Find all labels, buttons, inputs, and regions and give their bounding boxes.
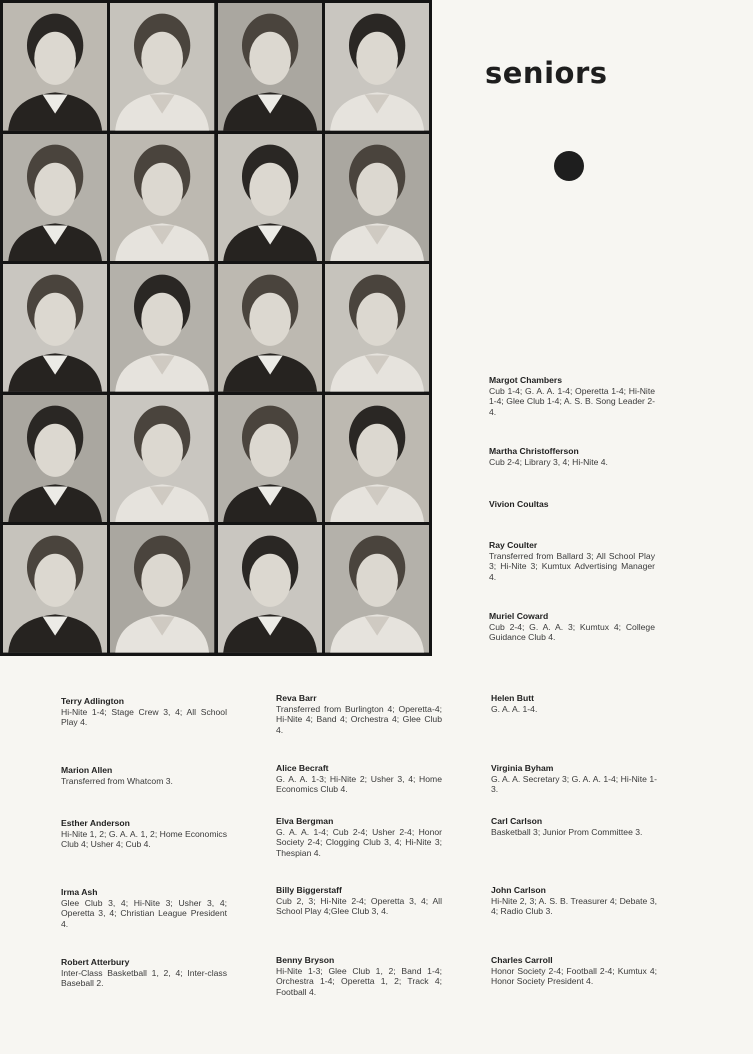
- portrait-silhouette-icon: [218, 3, 322, 131]
- portrait-photo: [218, 3, 322, 131]
- senior-name: Charles Carroll: [491, 955, 553, 965]
- portrait-photo: [325, 525, 429, 653]
- senior-activities: Basketball 3; Junior Prom Committee 3.: [491, 827, 643, 838]
- senior-activities: Cub 2-4; Library 3, 4; Hi-Nite 4.: [489, 457, 608, 468]
- senior-name: Muriel Coward: [489, 611, 549, 621]
- senior-name: Helen Butt: [491, 693, 534, 703]
- senior-activities: Transferred from Whatcom 3.: [61, 776, 173, 787]
- senior-entry: [489, 611, 655, 643]
- senior-entry: [489, 540, 655, 582]
- senior-name: Virginia Byham: [491, 763, 554, 773]
- senior-activities: Cub 2-4; G. A. A. 3; Kumtux 4; College Guidance Club 4.: [489, 622, 655, 643]
- senior-name: Esther Anderson: [61, 818, 130, 828]
- portrait-silhouette-icon: [218, 264, 322, 392]
- senior-name: Irma Ash: [61, 887, 98, 897]
- senior-name: Vivion Coultas: [489, 499, 549, 509]
- portrait-photo: [3, 395, 107, 523]
- senior-entry: [491, 763, 657, 795]
- portrait-photo: [3, 3, 107, 131]
- portrait-photo: [3, 134, 107, 262]
- senior-activities: G. A. A. 1-4.: [491, 704, 538, 715]
- portrait-silhouette-icon: [325, 134, 429, 262]
- portrait-silhouette-icon: [325, 525, 429, 653]
- portrait-photo: [325, 395, 429, 523]
- senior-entry: [276, 693, 442, 735]
- senior-entry: [276, 885, 442, 917]
- senior-activities: Transferred from Burlington 4; Operetta-4; Hi-Nite 4; Band 4; Orchestra 4; Glee Club 4.: [276, 704, 442, 735]
- portrait-photo: [218, 264, 322, 392]
- senior-activities: Hi-Nite 1, 2; G. A. A. 1, 2; Home Economics Club 4; Usher 4; Cub 4.: [61, 829, 227, 850]
- senior-entry: [61, 696, 227, 728]
- portrait-silhouette-icon: [218, 395, 322, 523]
- senior-name: John Carlson: [491, 885, 546, 895]
- senior-activities: Transferred from Ballard 3; All School Play 3; Hi-Nite 3; Kumtux Advertising Manager 4.: [489, 551, 655, 582]
- senior-activities: G. A. A. 1-4; Cub 2-4; Usher 2-4; Honor Society 2-4; Clogging Club 3, 4; Hi-Nite 3; Thespian 4.: [276, 827, 442, 858]
- senior-entry: [489, 499, 655, 510]
- senior-name: Marion Allen: [61, 765, 113, 775]
- portrait-photo: [110, 264, 214, 392]
- portrait-silhouette-icon: [3, 525, 107, 653]
- senior-entry: [491, 816, 657, 837]
- portrait-silhouette-icon: [325, 395, 429, 523]
- portrait-silhouette-icon: [110, 134, 214, 262]
- portrait-silhouette-icon: [3, 264, 107, 392]
- portrait-silhouette-icon: [218, 134, 322, 262]
- portrait-photo: [218, 525, 322, 653]
- portrait-silhouette-icon: [218, 525, 322, 653]
- portrait-silhouette-icon: [3, 3, 107, 131]
- senior-name: Elva Bergman: [276, 816, 334, 826]
- portrait-grid: [0, 0, 432, 656]
- senior-activities: Cub 1-4; G. A. A. 1-4; Operetta 1-4; Hi-Nite 1-4; Glee Club 1-4; A. S. B. Song Leader 2-4.: [489, 386, 655, 417]
- portrait-photo: [110, 134, 214, 262]
- portrait-photo: [218, 395, 322, 523]
- portrait-silhouette-icon: [325, 264, 429, 392]
- senior-entry: [491, 693, 657, 714]
- senior-entry: [61, 765, 227, 786]
- senior-entry: [276, 955, 442, 997]
- senior-name: Alice Becraft: [276, 763, 329, 773]
- senior-name: Ray Coulter: [489, 540, 538, 550]
- senior-activities: Glee Club 3, 4; Hi-Nite 3; Usher 3, 4; Operetta 3, 4; Christian League President 4.: [61, 898, 227, 929]
- senior-activities: Hi-Nite 1-3; Glee Club 1, 2; Band 1-4; Orchestra 1-4; Operetta 1, 2; Track 4; Football 4.: [276, 966, 442, 997]
- senior-name: Margot Chambers: [489, 375, 563, 385]
- portrait-silhouette-icon: [110, 3, 214, 131]
- senior-activities: G. A. A. 1-3; Hi-Nite 2; Usher 3, 4; Home Economics Club 4.: [276, 774, 442, 795]
- portrait-silhouette-icon: [325, 3, 429, 131]
- page-title: seniors: [485, 56, 608, 90]
- senior-name: Robert Atterbury: [61, 957, 130, 967]
- senior-activities: Hi-Nite 1-4; Stage Crew 3, 4; All School Play 4.: [61, 707, 227, 728]
- portrait-photo: [3, 525, 107, 653]
- senior-entry: [489, 446, 655, 467]
- portrait-photo: [110, 395, 214, 523]
- decorative-dot: [554, 151, 584, 181]
- senior-entry: [276, 816, 442, 858]
- senior-activities: Hi-Nite 2, 3; A. S. B. Treasurer 4; Debate 3, 4; Radio Club 3.: [491, 896, 657, 917]
- senior-activities: Cub 2, 3; Hi-Nite 2-4; Operetta 3, 4; All School Play 4;Glee Club 3, 4.: [276, 896, 442, 917]
- portrait-silhouette-icon: [110, 264, 214, 392]
- senior-entry: [489, 375, 655, 417]
- senior-entry: [491, 885, 657, 917]
- senior-activities: Inter-Class Basketball 1, 2, 4; Inter-class Baseball 2.: [61, 968, 227, 989]
- senior-activities: Honor Society 2-4; Football 2-4; Kumtux 4; Honor Society President 4.: [491, 966, 657, 987]
- senior-entry: [276, 763, 442, 795]
- senior-entry: [491, 955, 657, 987]
- senior-name: Benny Bryson: [276, 955, 335, 965]
- senior-name: Terry Adlington: [61, 696, 125, 706]
- senior-name: Billy Biggerstaff: [276, 885, 342, 895]
- portrait-photo: [325, 3, 429, 131]
- portrait-photo: [110, 3, 214, 131]
- portrait-silhouette-icon: [3, 134, 107, 262]
- senior-entry: [61, 887, 227, 929]
- portrait-silhouette-icon: [110, 525, 214, 653]
- senior-name: Martha Christofferson: [489, 446, 579, 456]
- portrait-photo: [3, 264, 107, 392]
- senior-activities: G. A. A. Secretary 3; G. A. A. 1-4; Hi-Nite 1-3.: [491, 774, 657, 795]
- senior-entry: [61, 957, 227, 989]
- senior-name: Carl Carlson: [491, 816, 543, 826]
- senior-entry: [61, 818, 227, 850]
- portrait-photo: [325, 264, 429, 392]
- portrait-photo: [110, 525, 214, 653]
- senior-name: Reva Barr: [276, 693, 317, 703]
- portrait-photo: [218, 134, 322, 262]
- portrait-photo: [325, 134, 429, 262]
- portrait-silhouette-icon: [110, 395, 214, 523]
- portrait-silhouette-icon: [3, 395, 107, 523]
